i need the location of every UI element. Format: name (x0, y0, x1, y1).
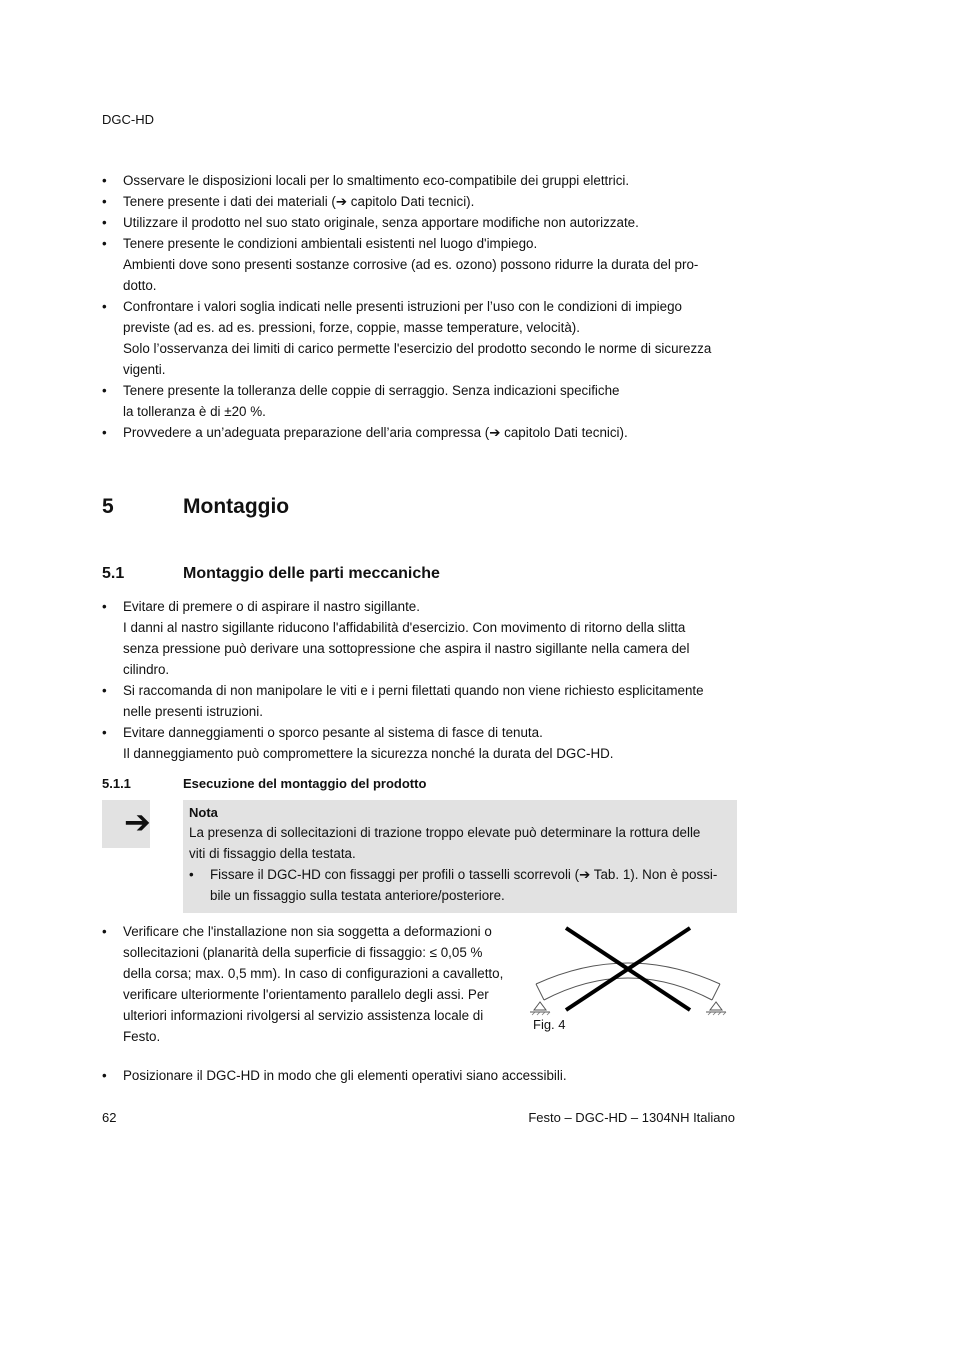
intro-bullet-list (102, 170, 742, 443)
note-title: Nota (189, 805, 218, 820)
list-item: • Tenere presente la tolleranza delle coppie di serraggio. Senza indicazioni specifiche la tolleranza è di ±20 %. (102, 380, 742, 422)
bullet-dot: • (102, 194, 107, 209)
mechanical-bullet-list (102, 596, 742, 764)
page-number: 62 (102, 1110, 117, 1125)
bullet-dot: • (189, 867, 194, 882)
section-5-1-1-number: 5.1.1 (102, 776, 131, 791)
section-5-1-title: Montaggio delle parti meccaniche (183, 565, 440, 582)
bullet-dot: • (102, 173, 107, 188)
figure-4-bent-profile (528, 922, 733, 1022)
list-item: • Verificare che l'installazione non sia soggetta a deformazioni o sollecitazioni (planarità della superficie di fissaggio: ≤ 0,05 % della corsa; max. 0,5 mm). In caso di configurazioni a cavalletto, verificare ulteriormente l'orientamento parallelo degli assi. Per ulteriori informazioni rivolgersi al servizio assistenza locale di Festo. (102, 921, 532, 1047)
footer-doc-ref: Festo – DGC-HD – 1304NH Italiano (528, 1110, 735, 1125)
list-item: • Tenere presente i dati dei materiali (➔ capitolo Dati tecnici). (102, 191, 742, 212)
running-header: DGC-HD (102, 112, 154, 127)
section-5-number: 5 (102, 495, 114, 518)
list-item: • Fissare il DGC-HD con fissaggi per profili o tasselli scorrevoli (➔ Tab. 1). Non è possi- bile un fissaggio sulla testata anteriore/posteriore. (189, 864, 734, 906)
list-item: • Osservare le disposizioni locali per lo smaltimento eco-compatibile dei gruppi elettrici. (102, 170, 742, 191)
bullet-dot: • (102, 725, 107, 740)
note-bullet-list (189, 864, 734, 906)
section-5-1-number: 5.1 (102, 565, 125, 582)
bullet-dot: • (102, 1068, 107, 1083)
bullet-dot: • (102, 924, 107, 939)
bullet-dot: • (102, 383, 107, 398)
section-5-1-1-title: Esecuzione del montaggio del prodotto (183, 776, 427, 791)
section-5-title: Montaggio (183, 495, 290, 518)
list-item: • Evitare danneggiamenti o sporco pesante al sistema di fasce di tenuta. Il danneggiamento può compromettere la sicurezza nonché la durata del DGC-HD. (102, 722, 742, 764)
left-support-icon (530, 1002, 550, 1015)
bullet-dot: • (102, 683, 107, 698)
bullet-dot: • (102, 215, 107, 230)
figure-caption: Fig. 4 (533, 1017, 566, 1032)
arrow-right-icon: ➔ (124, 803, 151, 841)
list-item: • Confrontare i valori soglia indicati nelle presenti istruzioni per l’uso con le condizioni di impiego previste (ad es. ad es. pressioni, forze, coppie, masse temperature, velocità). Solo l’osservanza dei limiti di carico permette l'esercizio del prodotto secondo le norme di sicurezza vigenti. (102, 296, 742, 380)
check-bullet-list (102, 921, 532, 1047)
list-item: • Si raccomanda di non manipolare le viti e i perni filettati quando non viene richiesto esplicitamente nelle presenti istruzioni. (102, 680, 742, 722)
bullet-dot: • (102, 425, 107, 440)
profile-right-end (712, 984, 720, 1000)
list-item: • Tenere presente le condizioni ambientali esistenti nel luogo d'impiego. Ambienti dove sono presenti sostanze corrosive (ad es. ozono) possono ridurre la durata del pro- dotto. (102, 233, 742, 296)
list-item: • Posizionare il DGC-HD in modo che gli elementi operativi siano accessibili. (102, 1065, 742, 1086)
profile-left-end (536, 984, 544, 1000)
profile-upper-edge (536, 963, 720, 984)
right-support-icon (706, 1002, 726, 1015)
bullet-dot: • (102, 299, 107, 314)
note-text: La presenza di sollecitazioni di trazione troppo elevate può determinare la rottura delle viti di fissaggio della testata. (189, 825, 701, 861)
list-item: • Provvedere a un’adeguata preparazione dell’aria compressa (➔ capitolo Dati tecnici). (102, 422, 742, 443)
list-item: • Utilizzare il prodotto nel suo stato originale, senza apportare modifiche non autorizzate. (102, 212, 742, 233)
list-item: • Evitare di premere o di aspirare il nastro sigillante. I danni al nastro sigillante riducono l'affidabilità d'esercizio. Con movimento di ritorno della slitta senza pressione può derivare una sottopressione che aspira il nastro sigillante nella camera del cilindro. (102, 596, 742, 680)
bullet-dot: • (102, 236, 107, 251)
bullet-dot: • (102, 599, 107, 614)
final-bullet-list (102, 1065, 742, 1086)
profile-lower-edge (544, 978, 712, 1000)
note-icon-box (102, 800, 150, 848)
